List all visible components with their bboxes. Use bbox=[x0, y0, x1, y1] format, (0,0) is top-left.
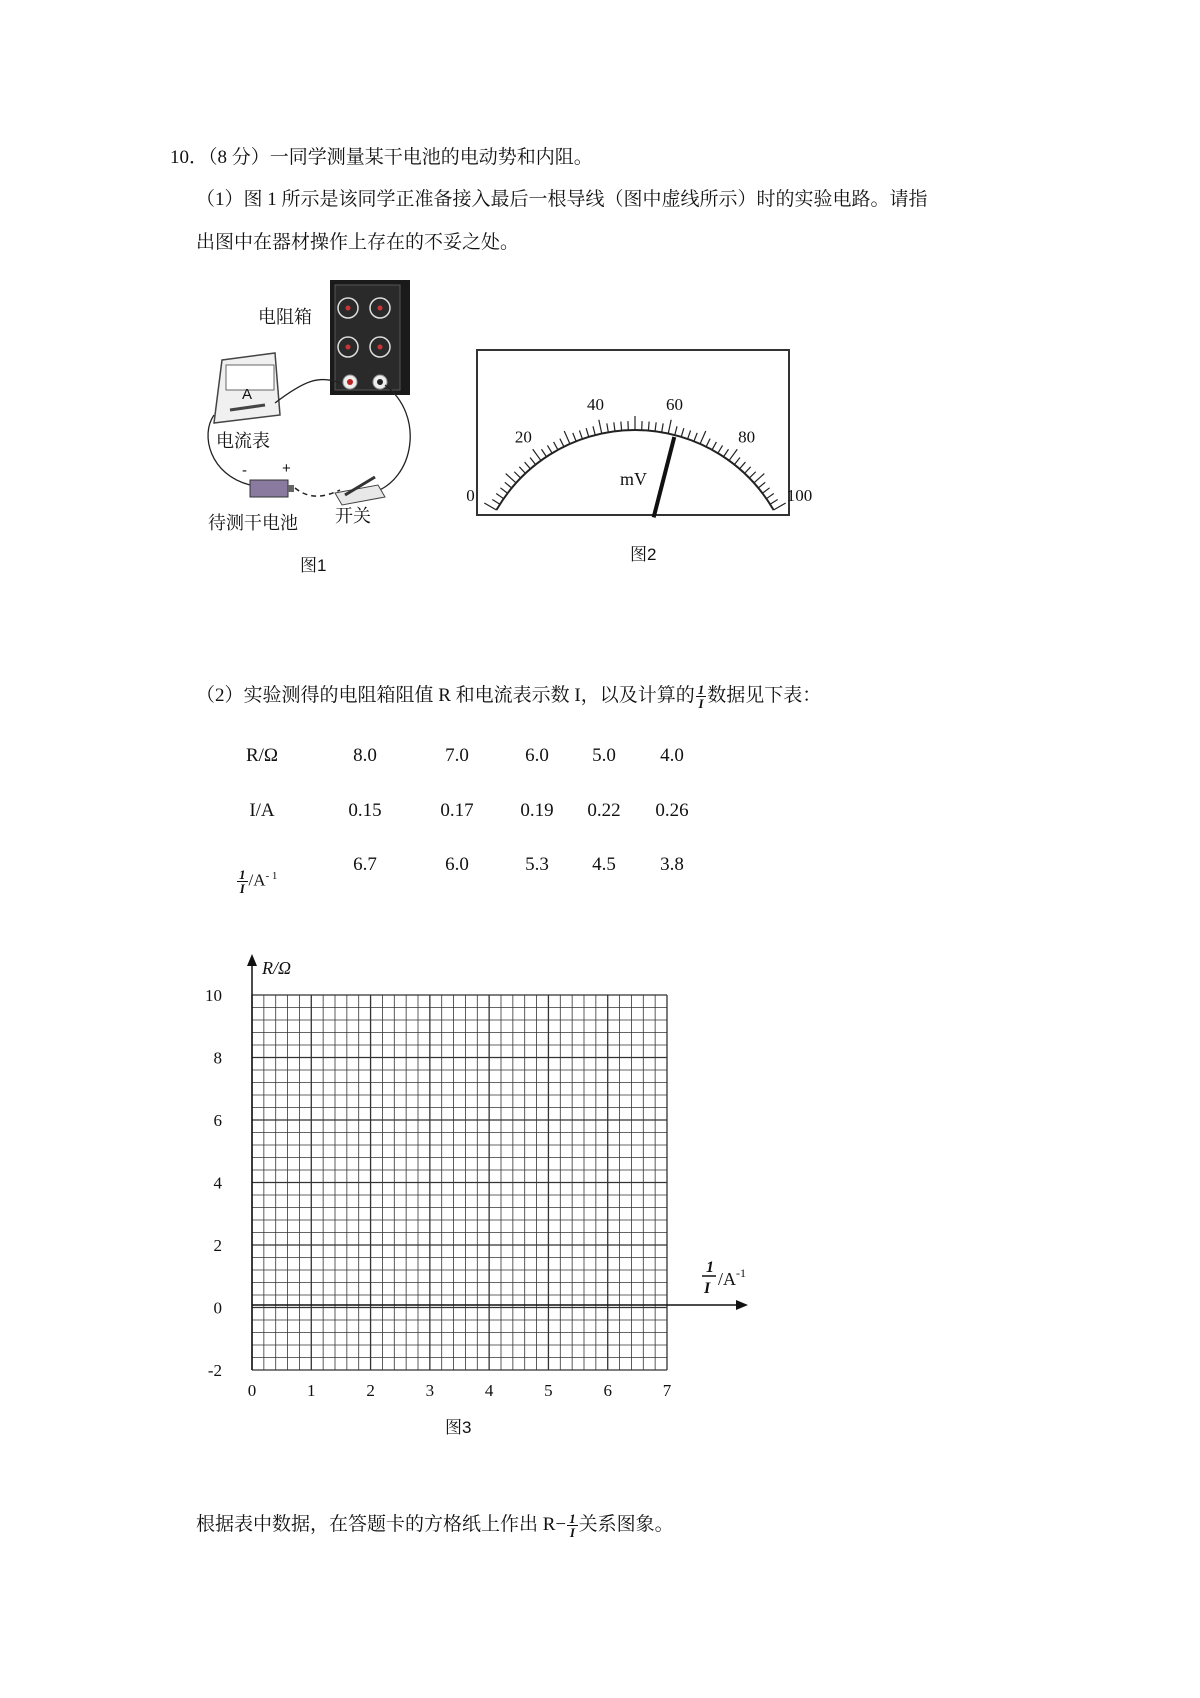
x-tick-label: 7 bbox=[662, 1381, 672, 1400]
y-tick-label: 0 bbox=[213, 1298, 222, 1318]
figure1-caption: 图1 bbox=[300, 556, 327, 575]
final-instruction: 根据表中数据，在答题卡的方格纸上作出 R− $\frac{1}{I}$ 关系图象。 bbox=[196, 1511, 674, 1540]
resistance-box-label: 电阻箱 bbox=[258, 307, 312, 327]
grid-paper bbox=[252, 995, 667, 1370]
x-axis-label: $/A^{-1}$ bbox=[718, 1266, 746, 1289]
figure1-circuit bbox=[200, 275, 430, 595]
x-tick-label: 4 bbox=[484, 1381, 494, 1400]
y-tick-label: 2 bbox=[213, 1236, 222, 1255]
meter-scale-label: 60 bbox=[666, 395, 684, 415]
y-axis-label: R/Ω bbox=[262, 958, 292, 978]
meter-scale-label: 80 bbox=[738, 427, 756, 447]
part1-line2: 出图中在器材操作上存在的不妥之处。 bbox=[196, 232, 520, 253]
svg-text:+: + bbox=[282, 460, 291, 477]
svg-text:-: - bbox=[242, 462, 247, 479]
question-heading: 10．（8 分）一同学测量某干电池的电动势和内阻。 bbox=[170, 147, 593, 168]
meter-tick bbox=[621, 422, 622, 431]
row-label-R: R/Ω bbox=[245, 745, 279, 766]
x-tick-label: 5 bbox=[544, 1381, 553, 1400]
meter-scale-label: 0 bbox=[466, 486, 475, 505]
x-tick-label: 3 bbox=[425, 1381, 435, 1400]
y-tick-label: 4 bbox=[213, 1173, 222, 1193]
y-axis-arrow-icon bbox=[247, 954, 257, 966]
y-tick-label: 8 bbox=[213, 1048, 222, 1068]
meter-scale-label: 40 bbox=[586, 395, 604, 415]
svg-text:A: A bbox=[242, 386, 253, 403]
figure2-caption: 图2 bbox=[630, 545, 657, 564]
svg-text:I: I bbox=[704, 1280, 711, 1297]
figure3-grid bbox=[200, 950, 760, 1440]
part1-line1: （1）图 1 所示是该同学正准备接入最后一根导线（图中虚线所示）时的实验电路。请指 bbox=[196, 189, 928, 210]
row-label-invI: $\frac{1}{I}$ $/A^{- 1}$ bbox=[239, 867, 278, 896]
x-tick-label: 6 bbox=[603, 1381, 612, 1400]
x-tick-label: 2 bbox=[366, 1381, 375, 1400]
part2-text: （2）实验测得的电阻箱阻值 R 和电流表示数 I，以及计算的 $\frac{1}{I}$ 数据见下表： bbox=[196, 682, 822, 711]
battery-icon bbox=[250, 480, 288, 497]
meter-tick bbox=[648, 422, 649, 431]
meter-scale-label: 100 bbox=[786, 486, 813, 505]
x-tick-label: 1 bbox=[307, 1381, 316, 1400]
svg-text:1: 1 bbox=[706, 1259, 714, 1276]
x-axis-arrow-icon bbox=[736, 1300, 748, 1310]
x-tick-label: 0 bbox=[247, 1381, 257, 1400]
battery-label: 待测干电池 bbox=[208, 513, 298, 533]
y-tick-label: -2 bbox=[207, 1361, 222, 1380]
figure2-meter bbox=[466, 345, 813, 570]
y-tick-label: 6 bbox=[213, 1111, 222, 1130]
switch-label: 开关 bbox=[335, 506, 371, 526]
meter-unit: mV bbox=[620, 469, 647, 489]
row-label-I: I/A bbox=[249, 800, 275, 821]
meter-scale-label: 20 bbox=[514, 427, 532, 447]
y-tick-label: 10 bbox=[205, 986, 222, 1005]
fraction-1-over-I: $\frac{1}{I}$ bbox=[697, 682, 705, 711]
figure3-caption: 图3 bbox=[445, 1418, 472, 1437]
ammeter-label: 电流表 bbox=[216, 431, 270, 451]
switch-icon bbox=[335, 485, 385, 505]
